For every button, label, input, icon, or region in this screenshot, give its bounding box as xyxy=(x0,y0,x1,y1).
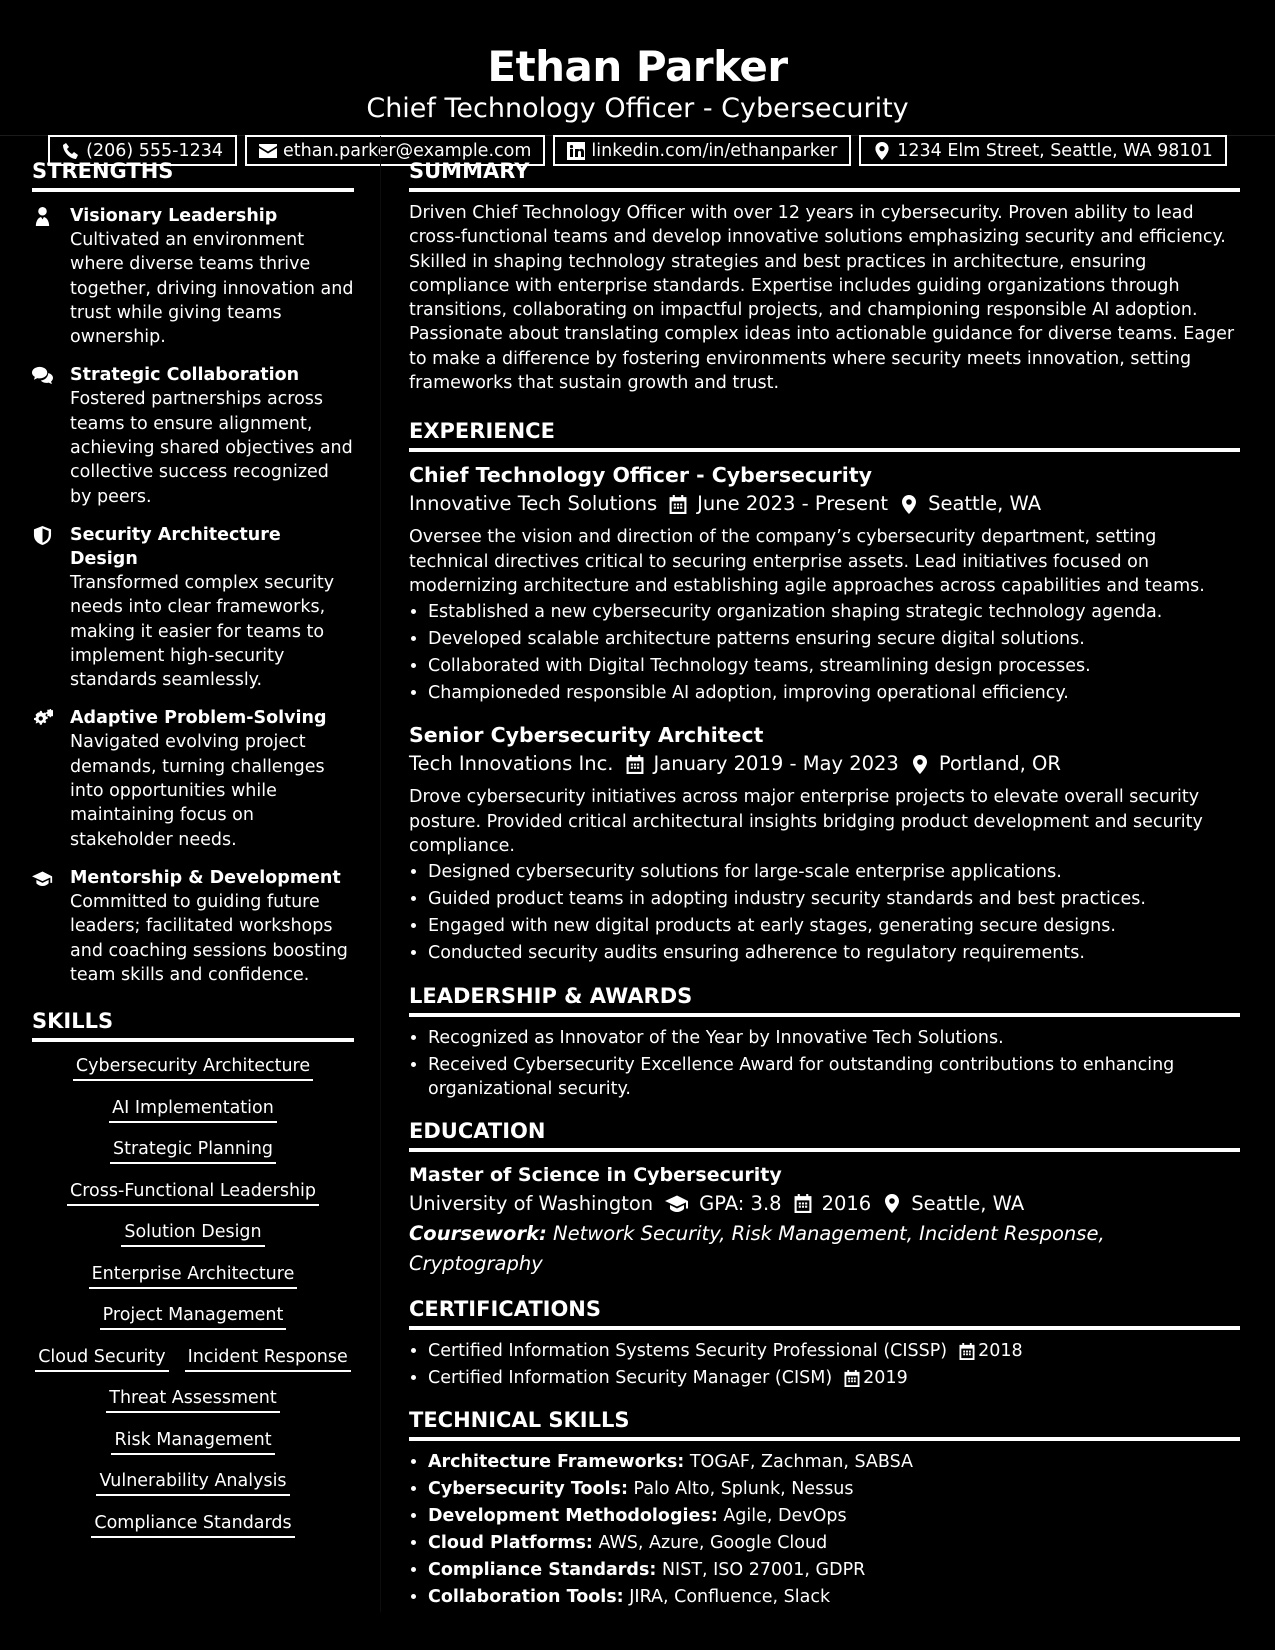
calendar-icon xyxy=(794,1194,812,1213)
tech-skill-value: Agile, DevOps xyxy=(723,1506,847,1527)
strength-desc: Cultivated an environment where diverse teams thrive together, driving innovation and trust while giving teams ownership. xyxy=(70,230,354,348)
experience-heading: EXPERIENCE xyxy=(409,417,1240,452)
shield-icon xyxy=(32,526,53,545)
skill-tag: Cross-Functional Leadership xyxy=(67,1179,319,1206)
list-item: • Guided product teams in adopting industry security standards and best practices. xyxy=(428,887,1240,911)
school-location: Seattle, WA xyxy=(911,1191,1025,1215)
strength-desc: Navigated evolving project demands, turning challenges into opportunities while maintaining focus on stakeholder needs. xyxy=(70,732,325,850)
right-column xyxy=(380,136,1275,1612)
certifications-heading: CERTIFICATIONS xyxy=(409,1295,1240,1330)
skill-tag: Solution Design xyxy=(121,1220,264,1247)
phone-text: (206) 555-1234 xyxy=(86,140,224,161)
map-pin-icon xyxy=(900,495,918,514)
cert-year: 2019 xyxy=(863,1367,908,1388)
list-item xyxy=(428,1504,1240,1528)
address-text: 1234 Elm Street, Seattle, WA 98101 xyxy=(897,140,1213,161)
strength-desc: Fostered partnerships across teams to ensure alignment, achieving shared objectives and collective success recognized by peers. xyxy=(70,389,353,507)
job-company: Tech Innovations Inc. xyxy=(409,752,614,776)
left-column xyxy=(0,136,380,1612)
strength-title: Strategic Collaboration xyxy=(70,365,300,386)
skill-tag: Risk Management xyxy=(111,1428,274,1455)
technical-skills-heading: TECHNICAL SKILLS xyxy=(409,1406,1240,1441)
education-entry xyxy=(409,1161,1240,1279)
education-heading: EDUCATION xyxy=(409,1117,1240,1152)
tech-skill-value: TOGAF, Zachman, SABSA xyxy=(689,1452,913,1473)
resume-header xyxy=(0,0,1275,161)
email-text: ethan.parker@example.com xyxy=(283,140,532,161)
tech-skill-label: Architecture Frameworks: xyxy=(428,1452,685,1473)
list-item: • Engaged with new digital products at early stages, generating secure designs. xyxy=(428,914,1240,938)
skills-list xyxy=(32,1054,354,1538)
job-company: Innovative Tech Solutions xyxy=(409,492,658,516)
job-description: Drove cybersecurity initiatives across major enterprise projects to elevate overall security posture. Provided critical architectural insights bridging product development and security compliance. xyxy=(409,787,1203,857)
skill-tag: Cybersecurity Architecture xyxy=(73,1054,313,1081)
tech-skill-value: Palo Alto, Splunk, Nessus xyxy=(633,1479,854,1500)
list-item xyxy=(428,1558,1240,1582)
certifications-list xyxy=(409,1339,1240,1390)
strength-item xyxy=(32,866,354,987)
job-dates: January 2019 - May 2023 xyxy=(653,752,899,776)
job-entry xyxy=(409,461,1240,705)
tech-skill-label: Collaboration Tools: xyxy=(428,1587,624,1608)
skill-tag: Project Management xyxy=(100,1303,287,1330)
strength-item xyxy=(32,363,354,508)
gears-icon xyxy=(32,709,53,728)
strength-title: Visionary Leadership xyxy=(70,206,278,226)
list-item: • Collaborated with Digital Technology teams, streamlining design processes. xyxy=(428,654,1240,678)
list-item: • Conducted security audits ensuring adherence to regulatory requirements. xyxy=(428,941,1240,965)
skill-tag: Strategic Planning xyxy=(110,1137,276,1164)
job-description: Oversee the vision and direction of the company’s cybersecurity department, setting technical directives critical to securing enterprise assets. Lead initiatives focused on modernizing architecture and establishing agile approaches across capabilities and teams. xyxy=(409,527,1205,596)
coursework xyxy=(409,1219,1240,1279)
candidate-title: Chief Technology Officer - Cybersecurity xyxy=(366,93,909,124)
graduation-cap-icon xyxy=(665,1194,689,1213)
strength-title: Security Architecture Design xyxy=(70,524,281,569)
linkedin-text: linkedin.com/in/ethanparker xyxy=(591,140,838,161)
list-item: • Recognized as Innovator of the Year by Innovative Tech Solutions. xyxy=(428,1026,1240,1050)
strength-item xyxy=(32,706,354,851)
strength-title: Adaptive Problem-Solving xyxy=(70,708,327,729)
skill-tag: Incident Response xyxy=(185,1345,351,1372)
tech-skill-label: Development Methodologies: xyxy=(428,1506,718,1527)
list-item: • Championeded responsible AI adoption, improving operational efficiency. xyxy=(428,681,1240,705)
strength-item xyxy=(32,204,354,349)
skill-tag: Cloud Security xyxy=(35,1345,168,1372)
graduation-year: 2016 xyxy=(821,1191,872,1215)
skill-tag: Vulnerability Analysis xyxy=(96,1469,289,1496)
job-entry xyxy=(409,721,1240,965)
degree-title: Master of Science in Cybersecurity xyxy=(409,1163,782,1186)
list-item: • Received Cybersecurity Excellence Award for outstanding contributions to enhancing organizational security. xyxy=(428,1053,1240,1101)
job-title: Senior Cybersecurity Architect xyxy=(409,723,764,748)
strengths-heading: STRENGTHS xyxy=(32,157,354,192)
list-item xyxy=(428,1585,1240,1609)
job-location: Seattle, WA xyxy=(928,492,1042,516)
tech-skill-value: NIST, ISO 27001, GDPR xyxy=(661,1560,866,1581)
tech-skill-value: JIRA, Confluence, Slack xyxy=(629,1587,831,1608)
job-bullets xyxy=(409,860,1240,965)
list-item xyxy=(428,1477,1240,1501)
cert-name: • Certified Information Security Manager (CISM) xyxy=(428,1367,833,1388)
tech-skill-label: Compliance Standards: xyxy=(428,1560,657,1581)
tech-skill-label: Cybersecurity Tools: xyxy=(428,1479,628,1500)
strength-desc: Committed to guiding future leaders; facilitated workshops and coaching sessions boosting team skills and confidence. xyxy=(70,891,348,985)
coursework-label: Coursework: xyxy=(409,1221,547,1245)
technical-skills-list xyxy=(409,1450,1240,1609)
list-item xyxy=(428,1531,1240,1555)
awards-heading: LEADERSHIP & AWARDS xyxy=(409,982,1240,1017)
strength-item xyxy=(32,523,354,692)
skill-tag: Enterprise Architecture xyxy=(89,1262,298,1289)
list-item: • Designed cybersecurity solutions for large-scale enterprise applications. xyxy=(428,860,1240,884)
strength-title: Mentorship & Development xyxy=(70,867,341,888)
awards-list xyxy=(409,1026,1240,1101)
graduation-cap-icon xyxy=(32,869,53,888)
gpa: GPA: 3.8 xyxy=(699,1191,782,1215)
cert-name: • Certified Information Systems Security Professional (CISSP) xyxy=(428,1340,948,1361)
skill-tag: Compliance Standards xyxy=(91,1511,294,1538)
job-title: Chief Technology Officer - Cybersecurity xyxy=(409,463,872,488)
list-item xyxy=(428,1450,1240,1474)
list-item xyxy=(428,1339,1240,1363)
map-pin-icon xyxy=(883,1194,901,1213)
job-bullets xyxy=(409,600,1240,705)
summary-heading: SUMMARY xyxy=(409,157,1240,192)
skill-tag: AI Implementation xyxy=(109,1096,277,1123)
map-pin-icon xyxy=(911,755,929,774)
calendar-icon xyxy=(626,755,644,774)
candidate-name: Ethan Parker xyxy=(487,42,788,91)
list-item: • Developed scalable architecture patterns ensuring secure digital solutions. xyxy=(428,627,1240,651)
list-item xyxy=(428,1366,1240,1390)
strength-desc: Transformed complex security needs into clear frameworks, making it easier for teams to implement high-security standards seamlessly. xyxy=(70,572,335,691)
list-item: • Established a new cybersecurity organization shaping strategic technology agenda. xyxy=(428,600,1240,624)
skill-tag: Threat Assessment xyxy=(106,1386,279,1413)
user-tie-icon xyxy=(32,207,53,226)
calendar-icon xyxy=(844,1370,860,1387)
coursework-list: Network Security, Risk Management, Incident Response, Cryptography xyxy=(409,1221,1105,1275)
comments-icon xyxy=(32,366,53,385)
tech-skill-value: AWS, Azure, Google Cloud xyxy=(598,1533,828,1554)
calendar-icon xyxy=(669,495,687,514)
school-name: University of Washington xyxy=(409,1191,654,1215)
job-location: Portland, OR xyxy=(938,752,1061,776)
calendar-icon xyxy=(959,1343,975,1360)
tech-skill-label: Cloud Platforms: xyxy=(428,1533,593,1554)
summary-text: Driven Chief Technology Officer with over 12 years in cybersecurity. Proven ability to lead cross-functional teams and develop innovative solutions emphasizing security and efficiency. Skilled in shaping technology strategies and best practices in architecture, ensuring compliance with enterprise standards. Expertise includes guiding organizations through transitions, collaborating on impactful projects, and championing responsible AI adoption. Passionate about translating complex ideas into actionable guidance for diverse teams. Eager to make a difference by fostering environments where security meets innovation, setting frameworks that sustain growth and trust. xyxy=(409,203,1235,394)
skills-heading: SKILLS xyxy=(32,1007,354,1042)
cert-year: 2018 xyxy=(978,1340,1023,1361)
job-dates: June 2023 - Present xyxy=(697,492,889,516)
